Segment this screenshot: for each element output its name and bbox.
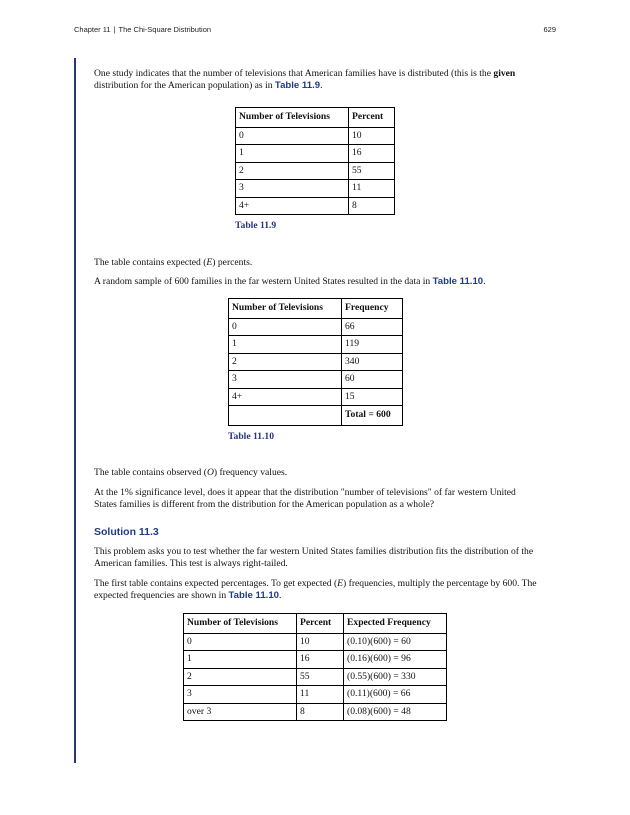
table-cell: (0.08)(600) = 48	[344, 703, 447, 721]
intro-text-2: distribution for the American population) as in	[94, 80, 275, 92]
table-row	[236, 127, 395, 145]
table-ref-link[interactable]: Table 11.10	[228, 590, 280, 602]
table-cell: (0.11)(600) = 66	[344, 686, 447, 704]
table-cell: 55	[349, 162, 395, 180]
page-header	[74, 25, 556, 37]
text: ) frequency values.	[213, 467, 288, 479]
table-cell: 11	[297, 686, 344, 704]
table-cell	[229, 406, 342, 426]
col-header: Number of Televisions	[184, 613, 297, 633]
col-header: Percent	[297, 613, 344, 633]
table-header-row	[236, 107, 395, 127]
intro-paragraph	[94, 68, 538, 93]
solution-paragraph-2	[94, 578, 538, 603]
table-row	[229, 353, 403, 371]
col-header: Frequency	[342, 298, 403, 318]
table2-block	[228, 298, 538, 444]
table-cell: 55	[297, 668, 344, 686]
table-cell: 11	[349, 180, 395, 198]
table-cell: 10	[297, 633, 344, 651]
table-cell: 2	[236, 162, 349, 180]
table-row	[184, 686, 447, 704]
table-cell: 0	[236, 127, 349, 145]
variable: E	[206, 256, 213, 268]
table-cell: 8	[349, 197, 395, 215]
table-caption: Table 11.9	[235, 220, 277, 232]
table-header-row	[184, 613, 447, 633]
chapter-label: Chapter 11	[74, 25, 111, 34]
table-cell: (0.10)(600) = 60	[344, 633, 447, 651]
col-header: Expected Frequency	[344, 613, 447, 633]
section-margin-bar	[74, 58, 76, 763]
table-row	[229, 336, 403, 354]
expected-frequency-table	[183, 613, 447, 722]
col-header: Number of Televisions	[229, 298, 342, 318]
table-row	[236, 180, 395, 198]
text: The first table contains expected percentages. To get expected (	[94, 577, 338, 589]
text: .	[483, 276, 486, 288]
table-cell: 8	[297, 703, 344, 721]
table-cell: 119	[342, 336, 403, 354]
text: .	[279, 590, 282, 602]
sample-paragraph	[94, 276, 538, 288]
table-row	[184, 651, 447, 669]
table-cell: 4+	[236, 197, 349, 215]
expected-paragraph	[94, 257, 538, 269]
table-row	[229, 371, 403, 389]
table-row	[184, 703, 447, 721]
table-row	[184, 633, 447, 651]
table-ref-link[interactable]: Table 11.9	[274, 80, 321, 92]
table-row	[236, 197, 395, 215]
variable: O	[206, 467, 214, 479]
question-paragraph: At the 1% significance level, does it appear that the distribution "number of televisions" of far western United States families is different from the distribution for the American population as a whole?	[94, 486, 516, 511]
table-cell: 1	[236, 145, 349, 163]
table-row	[229, 388, 403, 406]
observed-paragraph	[94, 467, 538, 479]
table-caption: Table 11.10	[228, 431, 275, 443]
table-cell: 10	[349, 127, 395, 145]
table-cell: over 3	[184, 703, 297, 721]
solution-title: Solution 11.3	[94, 525, 159, 538]
table-row	[236, 162, 395, 180]
intro-text: One study indicates that the number of televisions that American families have is distributed (this is the	[94, 68, 494, 79]
solution-paragraph-1: This problem asks you to test whether the far western United States families distribution fits the distribution of the American families. This test is always right-tailed.	[94, 546, 534, 570]
total-cell: Total = 600	[342, 406, 403, 426]
table-cell: 60	[342, 371, 403, 389]
table-total-row	[229, 406, 403, 426]
table-header-row	[229, 298, 403, 318]
table-row	[236, 145, 395, 163]
col-header: Number of Televisions	[236, 107, 349, 127]
col-header: Percent	[349, 107, 395, 127]
table-cell: 3	[184, 686, 297, 704]
text: ) frequencies, multiply the percentage by 600. The expected frequencies are shown in	[94, 577, 537, 602]
variable: E	[337, 577, 344, 589]
table-cell: 16	[349, 145, 395, 163]
table-row	[229, 318, 403, 336]
table-cell: 340	[342, 353, 403, 371]
page-content	[94, 68, 538, 721]
table-row	[184, 668, 447, 686]
table-cell: 66	[342, 318, 403, 336]
table-cell: 15	[342, 388, 403, 406]
table-cell: 16	[297, 651, 344, 669]
table-ref-link[interactable]: Table 11.10	[432, 276, 484, 288]
text: The table contains observed (	[94, 467, 207, 479]
text: A random sample of 600 families in the far western United States resulted in the data in	[94, 276, 433, 288]
table-cell: 3	[236, 180, 349, 198]
table-11-10	[228, 298, 403, 427]
text: ) percents.	[212, 256, 253, 268]
table-cell: (0.55)(600) = 330	[344, 668, 447, 686]
table-cell: 1	[229, 336, 342, 354]
intro-bold: given	[493, 68, 516, 79]
table-cell: 2	[184, 668, 297, 686]
table-cell: 0	[184, 633, 297, 651]
table-11-9	[235, 107, 395, 216]
table-cell: 1	[184, 651, 297, 669]
page-number: 629	[543, 25, 556, 34]
running-head	[74, 25, 211, 34]
table-cell: 3	[229, 371, 342, 389]
table-cell: 0	[229, 318, 342, 336]
table-cell: 4+	[229, 388, 342, 406]
text: The table contains expected (	[94, 256, 207, 268]
table-cell: 2	[229, 353, 342, 371]
table-cell: (0.16)(600) = 96	[344, 651, 447, 669]
intro-end: .	[320, 80, 323, 92]
header-separator: |	[113, 25, 116, 34]
chapter-title: The Chi-Square Distribution	[118, 25, 212, 34]
table3-block	[183, 613, 538, 722]
table1-block	[235, 107, 538, 233]
